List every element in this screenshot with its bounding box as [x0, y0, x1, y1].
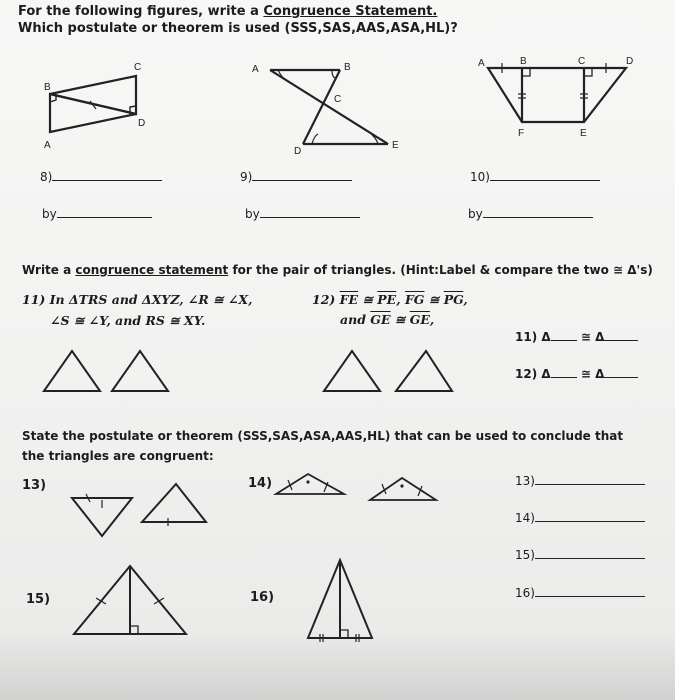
fig10-label-d: D	[626, 56, 634, 67]
section-3-line-1: State the postulate or theorem (SSS,SAS,ASA,AAS,HL) that can be used to conclude that	[22, 429, 624, 443]
instruction-line-1	[18, 4, 437, 19]
statement-12-answer[interactable]: 12) Δ ≅ Δ	[515, 367, 638, 381]
section-2-heading: Write a congruence statement for the pair of triangles. (Hint:Label & compare the two ≅ Δ's)	[22, 263, 653, 277]
figure-15-diagram	[70, 562, 190, 640]
fig9-label-d: D	[294, 146, 302, 157]
figure-16-diagram	[300, 556, 380, 646]
fig10-label-b: B	[520, 56, 527, 67]
problem-9-by[interactable]: by	[245, 207, 360, 221]
fig8-label-d: D	[138, 118, 146, 129]
problem-13-label: 13)	[22, 478, 47, 493]
problem-11-line-1: 11) In ΔTRS and ΔXYZ, ∠R ≅ ∠X,	[22, 292, 253, 307]
problem-15-label: 15)	[26, 592, 51, 607]
problem-12-line-2: and $\overline{GE}$ ≅ $\overline{GE}$,	[340, 312, 435, 327]
figure-10-diagram	[476, 54, 646, 144]
problem-12-line-1: 12) $\overline{FE}$ ≅ $\overline{PE}$, $\overline{FG}$ ≅ $\overline{PG}$,	[312, 292, 468, 307]
fig8-triangle-top	[50, 76, 136, 114]
problem-9-answer[interactable]: 9)	[240, 170, 352, 184]
figure-13-diagram	[68, 478, 218, 538]
instruction-line-2: Which postulate or theorem is used (SSS,SAS,AAS,ASA,HL)?	[18, 21, 458, 36]
statement-11-answer[interactable]: 11) Δ ≅ Δ	[515, 330, 638, 344]
problem-10-by[interactable]: by	[468, 207, 593, 221]
fig10-label-e: E	[580, 128, 587, 139]
fig9-label-e: E	[392, 140, 399, 151]
problem-8-answer[interactable]: 8)	[40, 170, 162, 184]
problem-14-label: 14)	[248, 476, 273, 491]
fig9-label-b: B	[344, 62, 351, 73]
fig8-label-b: B	[44, 82, 51, 93]
problem-8-by[interactable]: by	[42, 207, 152, 221]
section-3-line-2: the triangles are congruent:	[22, 449, 214, 463]
fig10-label-f: F	[518, 128, 525, 139]
problem-14-answer[interactable]: 14)	[515, 511, 645, 525]
problem-13-answer[interactable]: 13)	[515, 474, 645, 488]
problem-16-answer[interactable]: 16)	[515, 586, 645, 600]
figure-8-diagram	[38, 64, 158, 154]
figure-9-diagram	[248, 58, 408, 158]
fig9-label-c: C	[334, 94, 342, 105]
figure-14-diagram	[270, 470, 450, 510]
fig10-label-c: C	[578, 56, 586, 67]
problem-12-triangles	[320, 345, 460, 395]
problem-11-line-2: ∠S ≅ ∠Y, and RS ≅ XY.	[50, 313, 206, 328]
fig10-label-a: A	[478, 58, 485, 69]
problem-16-label: 16)	[250, 590, 275, 605]
fig8-label-c: C	[134, 62, 142, 73]
fig9-label-a: A	[252, 64, 259, 75]
instruction-text: For the following figures, write a	[18, 4, 259, 19]
fig8-triangle-bottom	[50, 94, 136, 132]
problem-10-answer[interactable]: 10)	[470, 170, 600, 184]
fig8-label-a: A	[44, 140, 51, 151]
problem-11-triangles	[40, 345, 180, 395]
problem-15-answer[interactable]: 15)	[515, 548, 645, 562]
congruence-statement-heading: Congruence Statement.	[263, 4, 438, 19]
